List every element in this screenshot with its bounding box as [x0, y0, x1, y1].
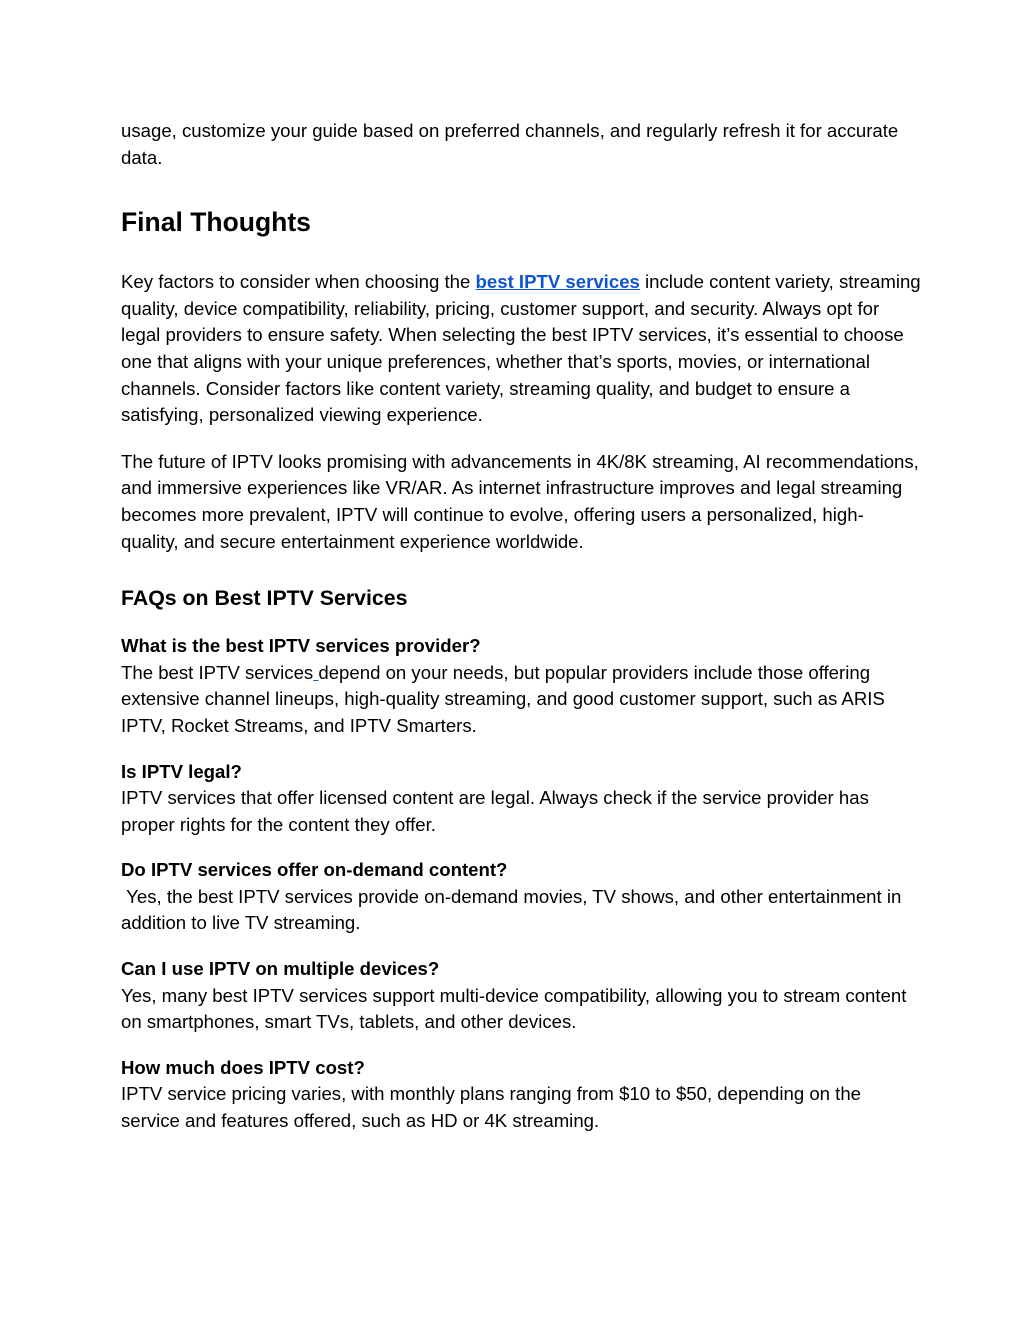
final-thoughts-heading: Final Thoughts	[121, 207, 311, 238]
faq-answer: Yes, many best IPTV services support multi-device compatibility, allowing you to stream content on smartphones, smart TVs, tablets, and other devices.	[121, 984, 907, 1033]
faq-item	[121, 956, 921, 1036]
final-thoughts-paragraph-1	[121, 269, 921, 429]
faq-answer-text-before-link: The best IPTV services	[121, 661, 314, 683]
faq-item	[121, 759, 921, 839]
paragraph-text-before-link: Key factors to consider when choosing the	[121, 271, 476, 293]
faqs-heading: FAQs on Best IPTV Services	[121, 586, 408, 611]
document-page	[121, 118, 921, 1154]
faq-question: Do IPTV services offer on-demand content?	[121, 859, 508, 881]
best-iptv-services-link[interactable]: best IPTV services	[475, 271, 640, 293]
paragraph-text-after-link: include content variety, streaming quality, device compatibility, reliability, pricing, customer support, and security. Always opt for legal providers to ensure safety. When selecting the best IPTV services, it’s essential to choose one that aligns with your unique preferences, whether that’s sports, movies, or international channels. Consider factors like content variety, streaming quality, and budget to ensure a satisfying, personalized viewing experience.	[121, 271, 921, 426]
faq-question: Is IPTV legal?	[121, 760, 242, 782]
faq-answer: IPTV services that offer licensed content are legal. Always check if the service provider has proper rights for the content they offer.	[121, 787, 869, 835]
faq-question: Can I use IPTV on multiple devices?	[121, 958, 440, 980]
faq-answer: Yes, the best IPTV services provide on-demand movies, TV shows, and other entertainment in addition to live TV streaming.	[121, 885, 907, 934]
final-thoughts-paragraph-2: The future of IPTV looks promising with advancements in 4K/8K streaming, AI recommendations, and immersive experiences like VR/AR. As internet infrastructure improves and legal streaming becomes more prevalent, IPTV will continue to evolve, offering users a personalized, high-quality, and secure entertainment experience worldwide.	[121, 450, 919, 552]
faq-item	[121, 857, 921, 937]
faq-question: What is the best IPTV services provider?	[121, 635, 481, 657]
faq-question: How much does IPTV cost?	[121, 1056, 365, 1078]
faq-item	[121, 1055, 921, 1135]
faq-answer: IPTV service pricing varies, with monthly plans ranging from $10 to $50, depending on the service and features offered, such as HD or 4K streaming.	[121, 1083, 862, 1132]
faq-answer-text-after-link: depend on your needs, but popular providers include those offering extensive channel lineups, high-quality streaming, and good customer support, such as ARIS IPTV, Rocket Streams, and IPTV Smarters.	[121, 661, 885, 736]
intro-paragraph: usage, customize your guide based on preferred channels, and regularly refresh it for accurate data.	[121, 120, 899, 168]
faq-answer	[121, 660, 921, 740]
faq-item	[121, 633, 921, 739]
